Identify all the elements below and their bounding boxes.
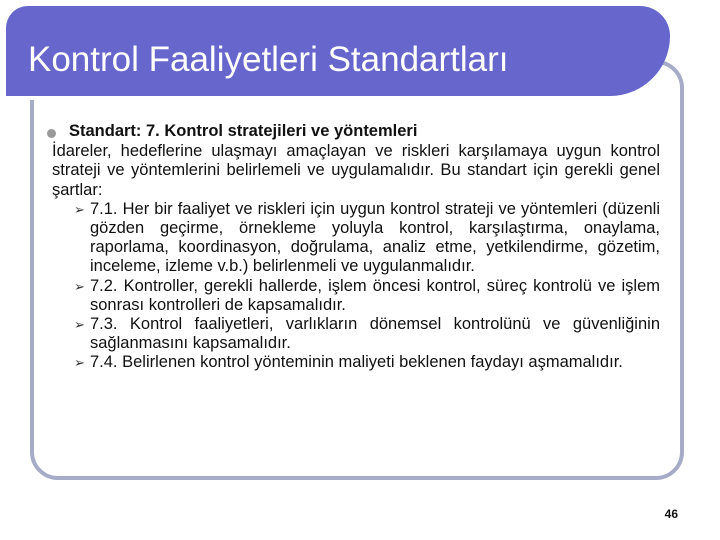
list-item bbox=[74, 353, 660, 372]
arrow-bullet-icon: ➢ bbox=[74, 317, 85, 333]
list-item-text: 7.3. Kontrol faaliyetleri, varlıkların dönemsel kontrolünü ve güvenliğinin sağlanmasını kapsamalıdır. bbox=[90, 315, 660, 353]
heading-bullet-item bbox=[52, 122, 660, 141]
list-item-text: 7.4. Belirlenen kontrol yönteminin maliyeti beklenen faydayı aşmamalıdır. bbox=[90, 353, 623, 372]
slide-title: Kontrol Faaliyetleri Standartları bbox=[28, 40, 509, 79]
title-underline bbox=[6, 96, 638, 100]
arrow-bullet-icon: ➢ bbox=[74, 201, 85, 217]
intro-paragraph: İdareler, hedeflerine ulaşmayı amaçlayan ve riskleri karşılamaya uygun kontrol strateji ve yöntemlerini belirlemeli ve uygulamalıdır. Bu standart için gerekli genel şartlar: bbox=[52, 142, 660, 199]
list-item bbox=[74, 276, 660, 315]
circle-bullet-icon bbox=[47, 129, 56, 138]
list-item bbox=[74, 199, 660, 277]
arrow-bullet-icon: ➢ bbox=[74, 278, 85, 294]
list-item-text: 7.1. Her bir faaliyet ve riskleri için uygun kontrol strateji ve yöntemleri (düzenli gözden geçirme, örnekleme yoluyla kontrol, karşılaştırma, onaylama, raporlama, koordinasyon, doğrulama, analiz etme, yetkilendirme, gözetim, inceleme, izleme v.b.) belirlenmeli ve uygulanmalıdır. bbox=[90, 199, 660, 276]
list-item bbox=[74, 315, 660, 353]
arrow-bullet-icon: ➢ bbox=[74, 355, 85, 371]
title-banner bbox=[6, 6, 670, 96]
page-number: 46 bbox=[664, 507, 678, 521]
list-item-text: 7.2. Kontroller, gerekli hallerde, işlem öncesi kontrol, süreç kontrolü ve işlem sonrası kontrolleri de kapsamalıdır. bbox=[90, 276, 660, 314]
slide-body bbox=[52, 122, 660, 373]
heading-text: Standart: 7. Kontrol stratejileri ve yöntemleri bbox=[69, 122, 418, 140]
